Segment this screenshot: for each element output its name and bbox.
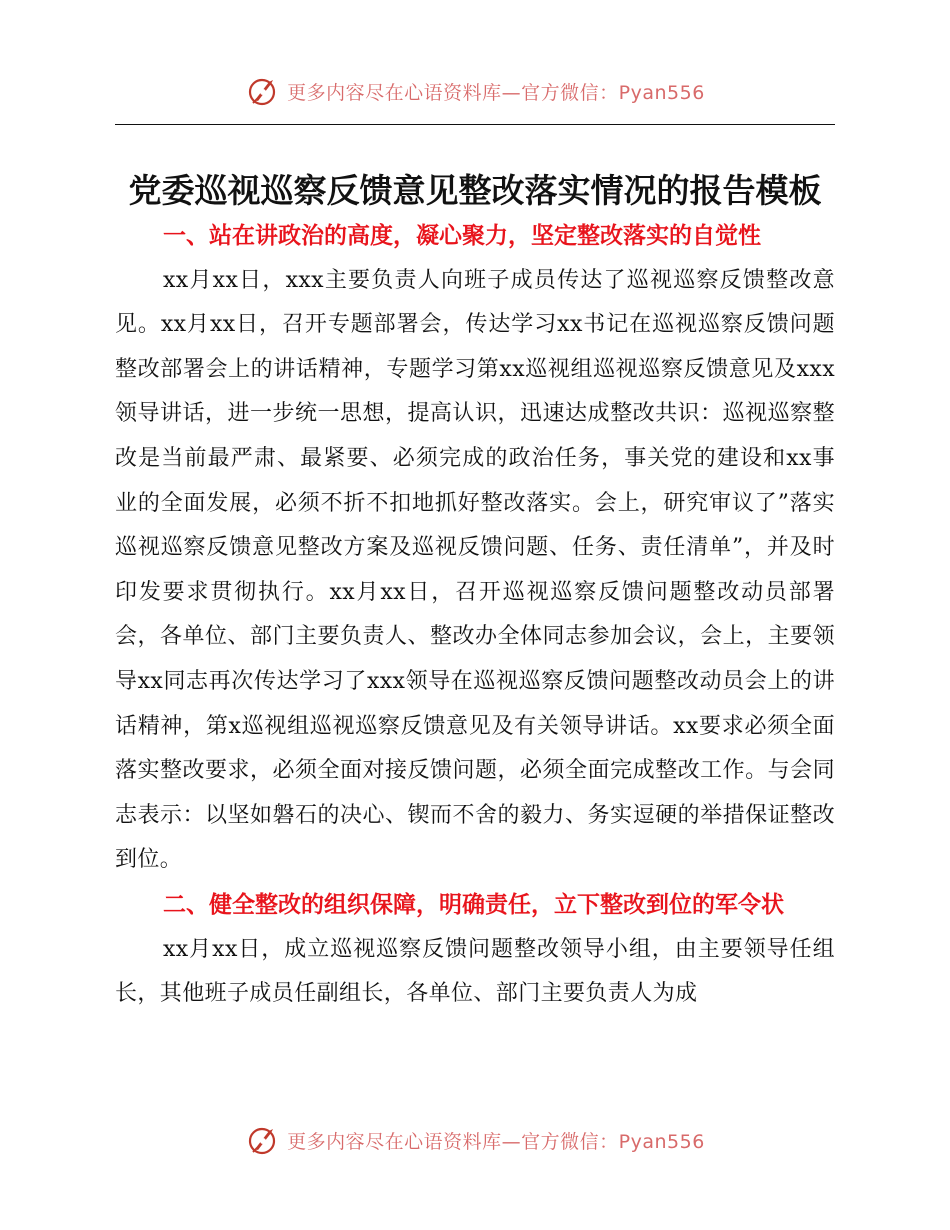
section-paragraph-1: xx月xx日，xxx主要负责人向班子成员传达了巡视巡察反馈整改意见。xx月xx日，召开专题部署会，传达学习xx书记在巡视巡察反馈问题整改部署会上的讲话精神，专题学习第xx巡视组巡视巡察反馈意见及xxx领导讲话，进一步统一思想，提高认识，迅速达成整改共识：巡视巡察整改是当前最严肃、最紧要、必须完成的政治任务，事关党的建设和xx事业的全面发展，必须不折不扣地抓好整改落实。会上，研究审议了”落实巡视巡察反馈意见整改方案及巡视反馈问题、任务、责任清单”，并及时印发要求贯彻执行。xx月xx日，召开巡视巡察反馈问题整改动员部署会，各单位、部门主要负责人、整改办全体同志参加会议，会上，主要领导xx同志再次传达学习了xxx领导在巡视巡察反馈问题整改动员会上的讲话精神，第x巡视组巡视巡察反馈意见及有关领导讲话。xx要求必须全面落实整改要求，必须全面对接反馈问题，必须全面完成整改工作。与会同志表示：以坚如磐石的决心、锲而不舍的毅力、务实逗硬的举措保证整改到位。 xyxy=(115,267,835,873)
banner-text: 更多内容尽在心语资料库—官方微信：Pyan556 xyxy=(287,81,705,104)
paragraph-clip xyxy=(115,928,835,1017)
section-heading-2: 二、健全整改的组织保障，明确责任，立下整改到位的军令状 xyxy=(163,891,784,918)
footer-banner xyxy=(0,1120,950,1160)
section-paragraph-2: xx月xx日，成立巡视巡察反馈问题整改领导小组，由主要领导任组长，其他班子成员任副组长，各单位、部门主要负责人为成 xyxy=(115,936,835,1007)
quill-pen-logo-icon xyxy=(245,74,279,108)
document-body xyxy=(115,214,835,1017)
banner-text: 更多内容尽在心语资料库—官方微信：Pyan556 xyxy=(287,1130,705,1153)
document-title: 党委巡视巡察反馈意见整改落实情况的报告模板 xyxy=(128,171,822,210)
header-divider xyxy=(115,124,835,125)
header-banner xyxy=(0,71,950,111)
quill-pen-logo-icon xyxy=(245,1123,279,1157)
section-heading-1: 一、站在讲政治的高度，凝心聚力，坚定整改落实的自觉性 xyxy=(163,223,761,249)
